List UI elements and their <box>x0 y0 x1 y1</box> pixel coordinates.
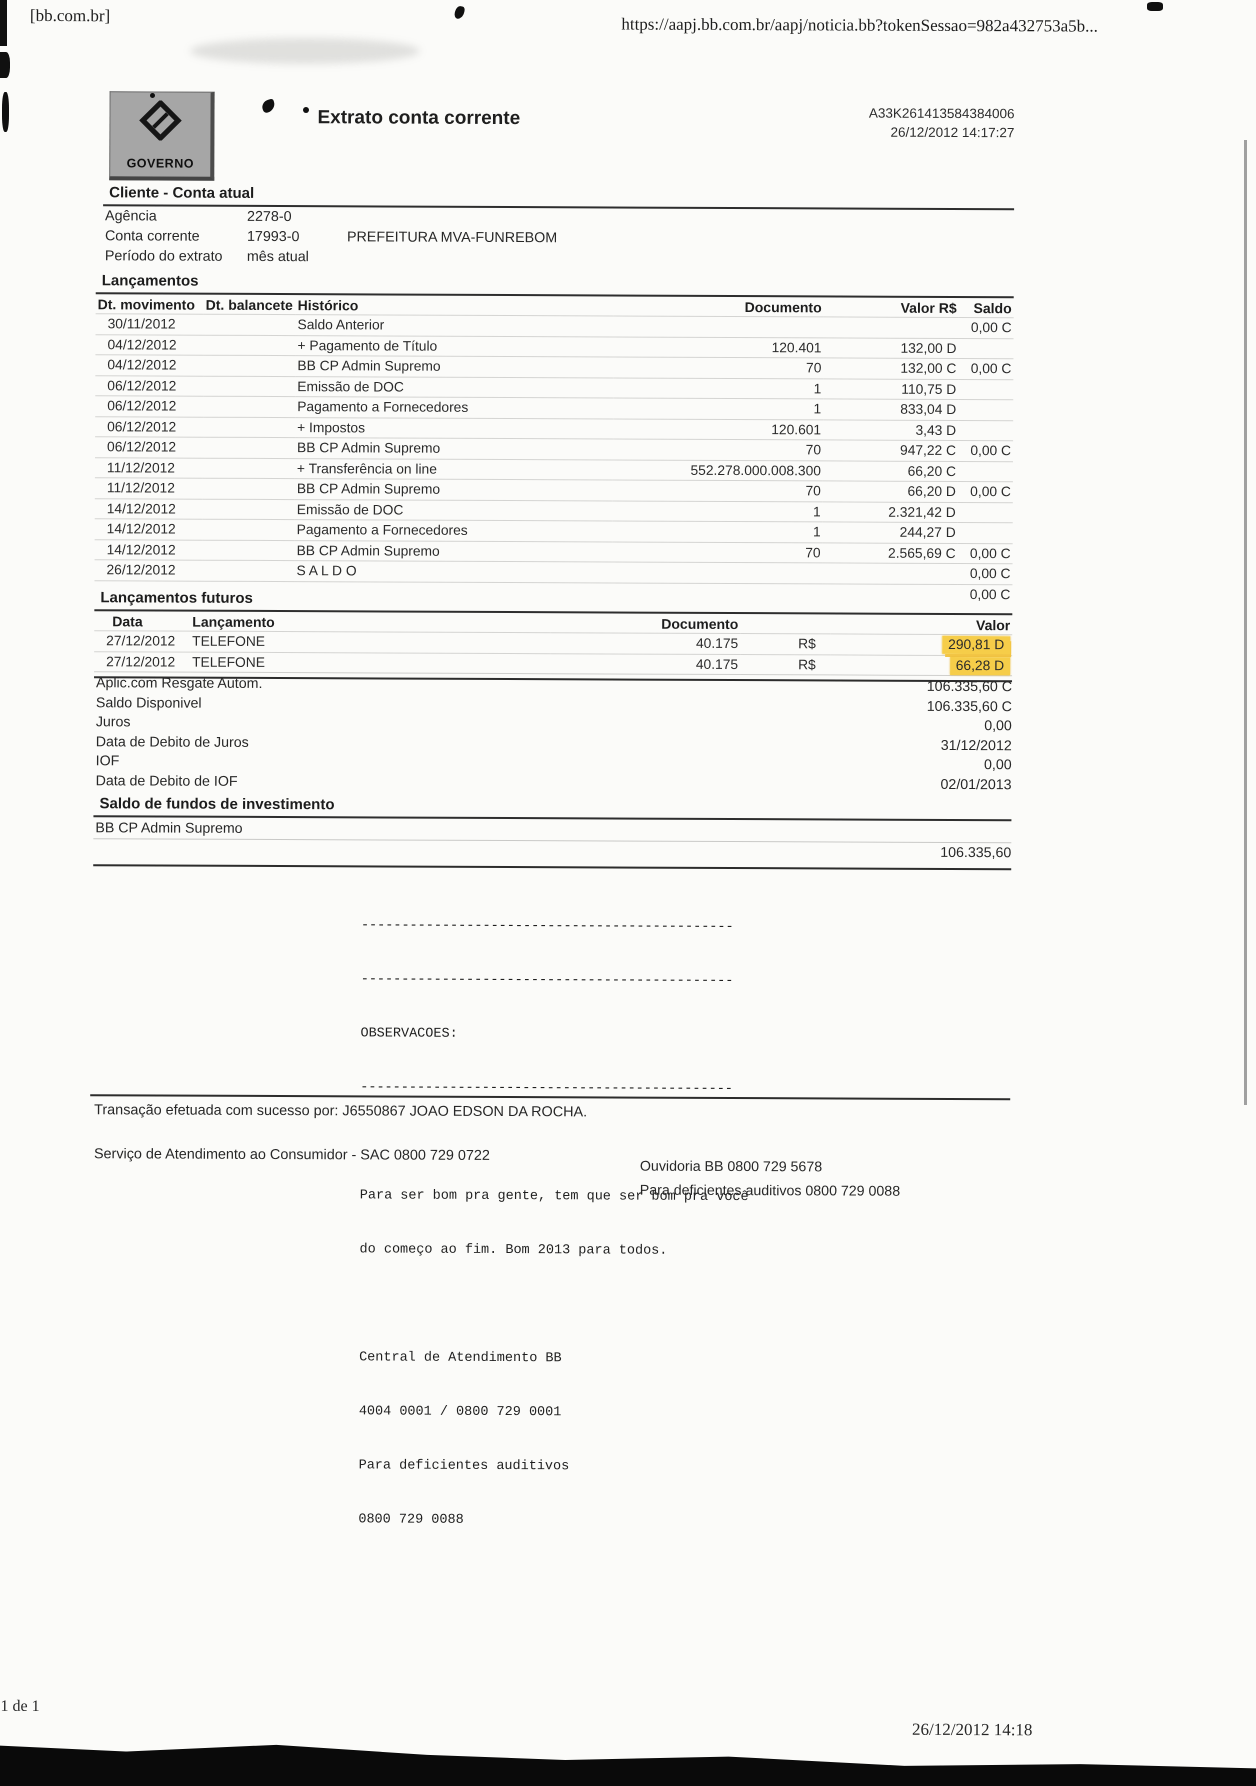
entry-amount <box>824 317 959 338</box>
entry-description: Pagamento a Fornecedores <box>295 397 613 419</box>
obs-contact-line: 0800 729 0088 <box>358 1512 464 1528</box>
entry-document: 70 <box>613 439 823 460</box>
entry-amount: 132,00 C <box>823 358 958 379</box>
future-entries-table <box>94 611 1012 676</box>
entry-date: 11/12/2012 <box>95 457 203 478</box>
summary-value: 106.335,60 C <box>926 678 1013 696</box>
balance-summary-section <box>94 674 1013 795</box>
col-dt-balancete: Dt. balancete <box>205 296 293 314</box>
summary-label: Aplic.com Resgate Autom. <box>95 675 263 692</box>
fund-balance: 106.335,60 <box>940 844 1012 862</box>
entry-amount: 833,04 D <box>823 399 958 420</box>
scan-artifact <box>0 52 10 78</box>
entry-balance-date <box>203 437 295 458</box>
fund-name: BB CP Admin Supremo <box>93 817 1011 843</box>
entry-document: 1 <box>613 377 823 398</box>
scan-artifact <box>0 0 7 46</box>
entry-balance <box>958 502 1013 523</box>
entry-description: BB CP Admin Supremo <box>295 540 613 562</box>
entry-description: Saldo Anterior <box>296 315 614 337</box>
entry-description: BB CP Admin Supremo <box>295 438 613 460</box>
reference-block <box>774 103 1014 142</box>
highlighted-amount: 290,81 D <box>942 636 1010 654</box>
entry-document: 70 <box>613 480 823 501</box>
col-documento-fut: Documento <box>661 615 739 633</box>
entry-date: 14/12/2012 <box>95 539 203 560</box>
obs-contact-line: Para deficientes auditivos <box>358 1458 570 1475</box>
summary-label: Saldo Disponivel <box>95 694 202 712</box>
entry-balance-date <box>203 458 295 479</box>
sac-line: Serviço de Atendimento ao Consumidor - SAC 0800 729 0722 <box>93 1146 490 1164</box>
col-valor-fut: Valor <box>975 617 1011 634</box>
future-currency: R$ <box>740 634 830 655</box>
future-date: 27/12/2012 <box>94 631 190 652</box>
entry-description: Emissão de DOC <box>295 499 613 521</box>
entry-document: 70 <box>613 541 823 562</box>
scan-artifact <box>190 38 420 64</box>
obs-dashed-line: ---------------------------------------------- <box>360 1080 733 1098</box>
entry-amount: 244,27 D <box>823 522 958 543</box>
entry-balance <box>958 420 1013 441</box>
future-description: TELEFONE <box>190 652 550 674</box>
transaction-success-line: Transação efetuada com sucesso por: J6550867 JOAO EDSON DA ROCHA. <box>94 1102 588 1121</box>
entry-document <box>614 316 824 337</box>
entry-description: S A L D O <box>294 561 612 583</box>
obs-contact-line: Central de Atendimento BB <box>359 1350 562 1367</box>
summary-value: 31/12/2012 <box>940 737 1012 754</box>
entry-balance-date <box>203 417 295 438</box>
entry-balance <box>958 379 1013 400</box>
entry-date: 30/11/2012 <box>96 314 204 335</box>
entry-balance-date <box>203 335 295 356</box>
entry-amount: 132,00 D <box>823 337 958 358</box>
entry-balance-date <box>203 355 295 376</box>
ouvidoria-line: Ouvidoria BB 0800 729 5678 <box>639 1158 823 1176</box>
entry-description: Emissão de DOC <box>295 376 613 398</box>
print-site-label: [bb.com.br] <box>29 5 111 26</box>
entry-description: BB CP Admin Supremo <box>295 356 613 378</box>
entry-balance: 0,00 C <box>957 563 1012 584</box>
entry-document <box>612 562 822 583</box>
print-timestamp: 26/12/2012 14:18 <box>911 1719 1033 1740</box>
document-header <box>0 88 1256 188</box>
field-label: Agência <box>105 208 157 225</box>
entry-amount: 110,75 D <box>823 378 958 399</box>
print-url: https://aapj.bb.com.br/aapj/noticia.bb?tokenSessao=982a432753a5b... <box>621 14 1098 36</box>
future-amount <box>830 634 1012 655</box>
entry-date: 04/12/2012 <box>95 334 203 355</box>
future-description: TELEFONE <box>190 631 550 653</box>
summary-label: Data de Debito de IOF <box>95 772 238 790</box>
col-data: Data <box>112 613 143 630</box>
summary-label: Juros <box>95 714 131 731</box>
entry-description: + Pagamento de Título <box>295 335 613 357</box>
col-historico: Histórico <box>297 297 359 314</box>
entry-amount: 3,43 D <box>823 419 958 440</box>
entry-document: 552.278.000.008.300 <box>613 459 823 480</box>
entry-balance: 0,00 C <box>958 440 1013 461</box>
entry-amount: 66,20 C <box>823 460 958 481</box>
summary-row <box>94 772 1012 796</box>
future-currency: R$ <box>740 654 830 675</box>
entry-balance <box>958 522 1013 543</box>
generated-timestamp: 26/12/2012 14:17:27 <box>890 124 1015 141</box>
col-documento: Documento <box>744 299 822 316</box>
entry-balance: 0,00 C <box>957 584 1012 604</box>
entry-amount <box>822 563 957 584</box>
entry-balance-date <box>203 376 295 397</box>
scan-artifact <box>303 107 309 113</box>
summary-label: Data de Debito de Juros <box>95 733 249 751</box>
summary-value: 106.335,60 C <box>926 698 1012 715</box>
entry-amount: 2.565,69 C <box>823 542 958 563</box>
highlighted-amount: 66,28 D <box>950 657 1010 675</box>
entry-document: 1 <box>613 521 823 542</box>
field-label: Conta corrente <box>104 228 200 245</box>
summary-label: IOF <box>95 753 120 770</box>
scan-artifact <box>2 92 9 132</box>
entry-balance-date <box>203 478 295 499</box>
investment-funds-section <box>93 795 1011 870</box>
future-document: 40.175 <box>550 633 740 654</box>
entry-date: 06/12/2012 <box>95 416 203 437</box>
entry-date: 06/12/2012 <box>95 437 203 458</box>
future-entries-section <box>94 589 1012 682</box>
entry-document: 120.401 <box>613 336 823 357</box>
summary-list <box>94 674 1013 795</box>
entry-balance: 0,00 C <box>959 317 1014 338</box>
entry-balance <box>958 338 1013 359</box>
obs-dashed-line: ---------------------------------------------- <box>360 972 734 990</box>
bb-logo-icon <box>138 100 182 140</box>
entry-date: 26/12/2012 <box>94 560 202 581</box>
page-number: 1 de 1 <box>0 1697 40 1715</box>
client-section-title: Cliente - Conta atual <box>103 184 1014 210</box>
field-extra: PREFEITURA MVA-FUNREBOM <box>346 229 558 247</box>
observations-block <box>358 881 750 1567</box>
field-value: 2278-0 <box>247 208 292 226</box>
summary-row <box>94 733 1012 757</box>
entry-balance-date <box>203 396 295 417</box>
browser-print-header <box>0 0 1256 36</box>
obs-contact-line: 4004 0001 / 0800 729 0001 <box>358 1404 562 1421</box>
obs-dashed-line: ---------------------------------------------- <box>360 918 734 936</box>
entry-balance-date <box>203 499 295 520</box>
investment-section-title: Saldo de fundos de investimento <box>93 795 1011 821</box>
entry-date: 06/12/2012 <box>95 396 203 417</box>
entry-balance: 0,00 C <box>958 358 1013 379</box>
entry-balance-date <box>203 519 295 540</box>
page-title: Extrato conta corrente <box>317 107 521 130</box>
future-entries-title: Lançamentos futuros <box>94 589 1012 615</box>
summary-value: 0,00 <box>984 718 1012 735</box>
col-saldo: Saldo <box>973 300 1012 317</box>
field-label: Período do extrato <box>104 248 223 265</box>
entry-date: 14/12/2012 <box>95 519 203 540</box>
reference-number: A33K261413584384006 <box>868 105 1015 122</box>
section-divider <box>93 864 1011 870</box>
scan-page-edge <box>1244 140 1247 1105</box>
col-lancamento: Lançamento <box>192 613 275 631</box>
entry-description: Pagamento a Fornecedores <box>295 520 613 542</box>
entry-date: 11/12/2012 <box>95 478 203 499</box>
entry-balance-date <box>203 540 295 561</box>
entry-date: 04/12/2012 <box>95 355 203 376</box>
entry-balance <box>958 461 1013 482</box>
bb-governo-logo <box>109 91 214 180</box>
entry-description: + Transferência on line <box>295 458 613 480</box>
client-field-row <box>103 246 1014 270</box>
entry-date: 14/12/2012 <box>95 498 203 519</box>
future-amount <box>830 654 1012 675</box>
ouvidoria-block <box>640 1155 901 1204</box>
entry-balance: 0,00 C <box>958 481 1013 502</box>
obs-message-line: Para ser bom pra gente, tem que ser bom pra você <box>359 1188 749 1206</box>
obs-label: OBSERVACOES: <box>360 1026 458 1042</box>
entry-amount: 947,22 C <box>823 440 958 461</box>
summary-row <box>94 674 1012 698</box>
field-value: mês atual <box>246 248 309 266</box>
entries-section-title: Lançamentos <box>96 272 1014 298</box>
entry-balance-date <box>204 314 296 335</box>
entry-balance: 0,00 C <box>958 543 1013 564</box>
entry-amount: 66,20 D <box>823 481 958 502</box>
future-entry-row <box>94 651 1012 676</box>
entries-table <box>94 294 1013 604</box>
entry-description: + Impostos <box>295 417 613 439</box>
col-valor: Valor R$ <box>900 299 957 316</box>
future-date: 27/12/2012 <box>94 651 190 672</box>
entry-document: 120.601 <box>613 418 823 439</box>
col-dt-movimento: Dt. movimento <box>97 296 195 313</box>
field-extra <box>347 247 1014 270</box>
deaf-line: Para deficientes auditivos 0800 729 0088 <box>639 1182 901 1200</box>
entry-description: BB CP Admin Supremo <box>295 479 613 501</box>
future-document: 40.175 <box>550 653 740 674</box>
obs-message-line: do começo ao fim. Bom 2013 para todos. <box>359 1242 668 1259</box>
entry-amount: 2.321,42 D <box>823 501 958 522</box>
scan-artifact <box>150 93 155 98</box>
field-value: 17993-0 <box>246 228 300 246</box>
summary-value: 0,00 <box>984 757 1012 774</box>
entries-section <box>94 272 1013 604</box>
client-field-list <box>103 206 1014 270</box>
entry-balance <box>958 399 1013 420</box>
entry-date: 06/12/2012 <box>95 375 203 396</box>
scan-artifact <box>1147 2 1163 11</box>
entry-document: 1 <box>613 500 823 521</box>
entry-balance-date <box>202 560 294 581</box>
entry-document: 70 <box>613 357 823 378</box>
summary-value: 02/01/2013 <box>940 776 1012 793</box>
logo-label: GOVERNO <box>126 156 195 171</box>
client-section <box>103 184 1014 270</box>
entry-document: 1 <box>613 398 823 419</box>
